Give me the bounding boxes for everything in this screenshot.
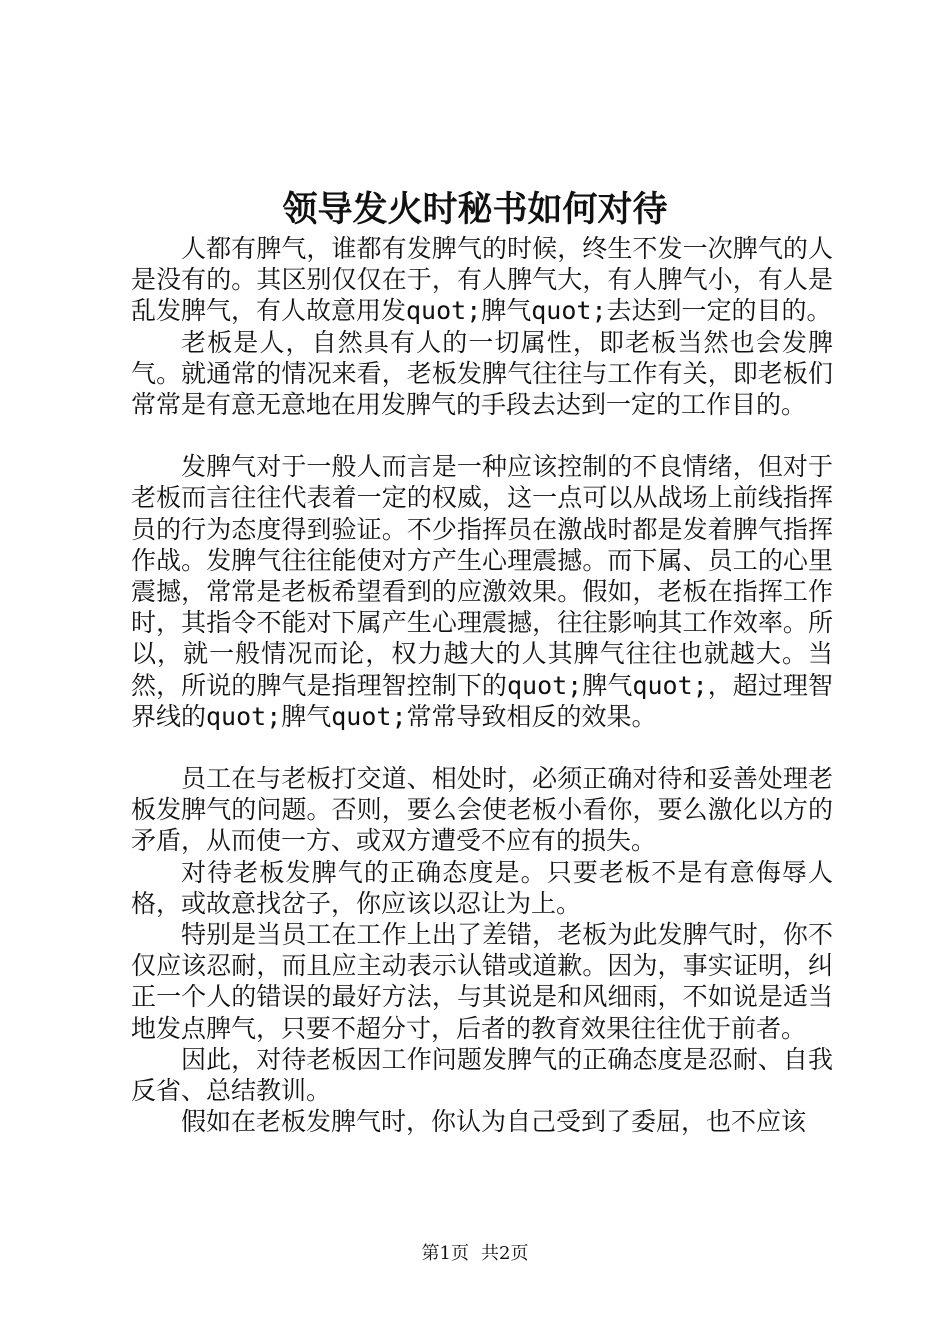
paragraph: 假如在老板发脾气时，你认为自己受到了委屈，也不应该 xyxy=(181,1107,807,1137)
page-footer xyxy=(0,1241,950,1267)
paragraph: 员工在与老板打交道、相处时，必须正确对待和妥善处理老板发脾气的问题。否则，要么会使老板小看你，要么激化以方的矛盾，从而使一方、或双方遭受不应有的损失。 xyxy=(131,764,833,856)
page-number: 第1页 xyxy=(421,1243,469,1264)
page-total: 共2页 xyxy=(481,1243,529,1264)
paragraph: 对待老板发脾气的正确态度是。只要老板不是有意侮辱人格，或故意找岔子，你应该以忍让为上。 xyxy=(131,857,833,918)
paragraph: 发脾气对于一般人而言是一种应该控制的不良情绪，但对于老板而言往往代表着一定的权威，这一点可以从战场上前线指挥员的行为态度得到验证。不少指挥员在激战时都是发着脾气指挥作战。发脾气往往能使对方产生心理震撼。而下属、员工的心里震撼，常常是老板希望看到的应激效果。假如，老板在指挥工作时，其指令不能对下属产生心理震撼，往往影响其工作效率。所以，就一般情况而论，权力越大的人其脾气往往也就越大。当然，所说的脾气是指理智控制下的quot;脾气quot;，超过理智界线的quot;脾气quot;常常导致相反的效果。 xyxy=(131,452,833,731)
paragraph: 老板是人，自然具有人的一切属性，即老板当然也会发脾气。就通常的情况来看，老板发脾气往往与工作有关，即老板们常常是有意无意地在用发脾气的手段去达到一定的工作目的。 xyxy=(131,327,833,420)
document-title: 领导发火时秘书如何对待 xyxy=(282,189,668,230)
paragraph: 人都有脾气，谁都有发脾气的时候，终生不发一次脾气的人是没有的。其区别仅仅在于，有人脾气大，有人脾气小，有人是乱发脾气，有人故意用发quot;脾气quot;去达到一定的目的。 xyxy=(131,234,833,326)
paragraph: 特别是当员工在工作上出了差错，老板为此发脾气时，你不仅应该忍耐，而且应主动表示认错或道歉。因为，事实证明，纠正一个人的错误的最好方法，与其说是和风细雨，不如说是适当地发点脾气，只要不超分寸，后者的教育效果往往优于前者。 xyxy=(131,920,833,1043)
paragraph: 因此，对待老板因工作问题发脾气的正确态度是忍耐、自我反省、总结教训。 xyxy=(131,1044,833,1106)
document-body xyxy=(131,233,833,1137)
